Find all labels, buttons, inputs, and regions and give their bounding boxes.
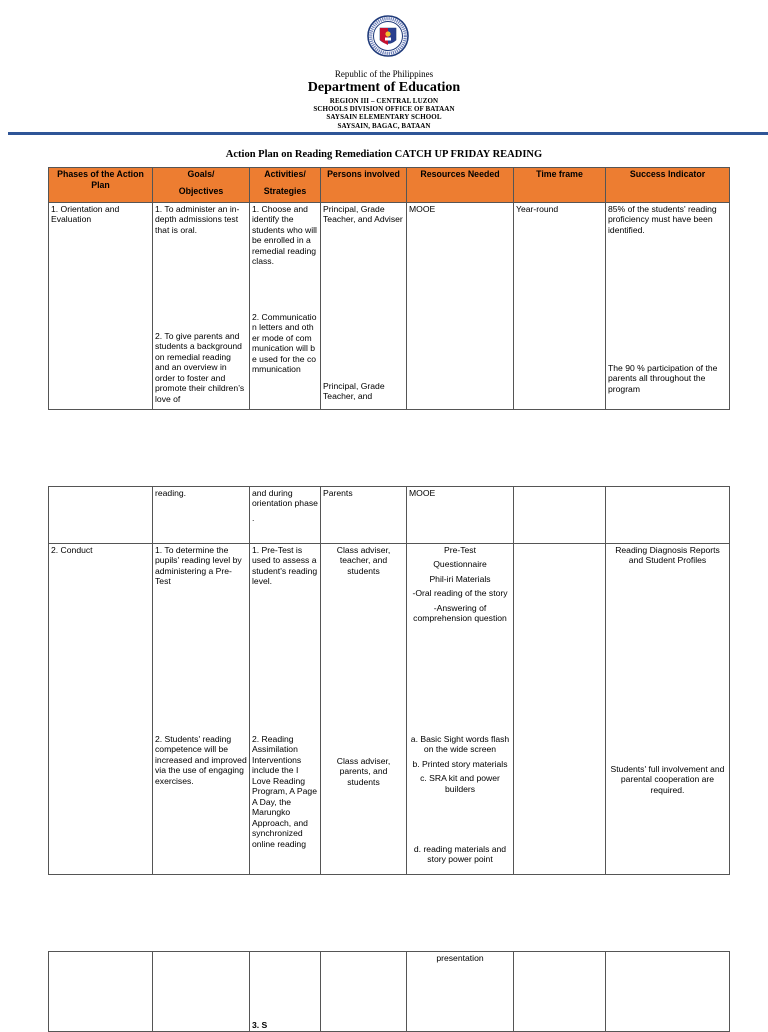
- resources-list-2: [409, 734, 511, 798]
- resource-item: -Oral reading of the story: [412, 588, 508, 599]
- col-header-persons: Persons involved: [321, 168, 407, 203]
- success-cell: [606, 544, 730, 875]
- school-name: SAYSAIN ELEMENTARY SCHOOL: [326, 113, 442, 121]
- header-divider: [8, 132, 768, 135]
- persons-1-text: Principal, Grade Teacher, and Adviser: [323, 204, 403, 225]
- phase-cell: [49, 487, 153, 544]
- success-cell: [606, 487, 730, 544]
- col-header-activities: [250, 168, 321, 203]
- col-header-resources: Resources Needed: [407, 168, 514, 203]
- goals-cell: [153, 952, 250, 1032]
- school-address: SAYSAIN, BAGAC, BATAAN: [337, 122, 431, 130]
- resource-item: Phil-iri Materials: [429, 573, 491, 584]
- action-plan-table-part-3: [48, 951, 730, 1032]
- resource-item: c. SRA kit and power builders: [420, 773, 500, 794]
- goal-1-text: 1. To administer an in-depth admissions test that is oral.: [155, 204, 240, 235]
- activities-cell: [250, 487, 321, 544]
- col-header-phases: Phases of the Action Plan: [49, 168, 153, 203]
- action-plan-table-part-1: [48, 167, 730, 410]
- resource-item: Pre-Test: [444, 545, 476, 555]
- success-2-text: The 90 % participation of the parents all throughout the program: [608, 363, 718, 394]
- persons-2-text: Class adviser, parents, and students: [336, 756, 391, 787]
- success-cell: [606, 203, 730, 410]
- activity-continuation-text: and during orientation phase: [252, 488, 318, 509]
- activity-1-text: 1. Pre-Test is used to assess a student's reading level.: [252, 545, 318, 587]
- resource-item: b. Printed story materials: [412, 758, 508, 769]
- phase-cell: 1. Orientation and Evaluation: [49, 203, 153, 410]
- col-header-goals-line1: Goals/: [187, 169, 215, 179]
- col-header-goals: [153, 168, 250, 203]
- activity-2-text: 2. Reading Assimilation Interventions include the I Love Reading Program, A Page A Day, the Marungko Approach, and synchronized online reading: [252, 734, 317, 849]
- document-title: Action Plan on Reading Remediation CATCH UP FRIDAY READING: [225, 149, 543, 160]
- activity-partial-text: 3. S: [252, 1020, 268, 1030]
- col-header-activities-line2: Strategies: [263, 185, 307, 196]
- goals-cell: [153, 203, 250, 410]
- activities-cell: [250, 544, 321, 875]
- deped-seal-logo: [367, 14, 409, 60]
- resources-list-1: [409, 545, 511, 628]
- timeframe-cell: [514, 952, 606, 1032]
- resources-cell: MOOE: [407, 203, 514, 410]
- resources-cell: presentation: [407, 952, 514, 1032]
- persons-cell: [321, 544, 407, 875]
- republic-line: Republic of the Philippines: [334, 69, 434, 79]
- goal-2-text: 2. Students' reading competence will be increased and improved via the use of engaging exercises.: [155, 734, 247, 786]
- table-row: [49, 487, 730, 544]
- goals-cell: [153, 544, 250, 875]
- activity-1-text: 1. Choose and identify the students who will be enrolled in a remedial reading class.: [252, 204, 317, 267]
- activities-cell: [250, 952, 321, 1032]
- phase-cell: 2. Conduct: [49, 544, 153, 875]
- persons-cell: Parents: [321, 487, 407, 544]
- region-line: REGION III – CENTRAL LUZON: [329, 97, 439, 105]
- persons-cell: [321, 952, 407, 1032]
- phase-cell: [49, 952, 153, 1032]
- table-header-row: [49, 168, 730, 203]
- resource-item: -Answering of comprehension question: [413, 602, 507, 624]
- goal-2-text: 2. To give parents and students a background on remedial reading and an overview in order to foster and promote their children’s love of: [155, 331, 245, 404]
- department-name: Department of Education: [307, 80, 461, 95]
- timeframe-cell: Year-round: [514, 203, 606, 410]
- resources-cell: MOOE: [407, 487, 514, 544]
- activity-dot: .: [252, 512, 255, 523]
- persons-cell: [321, 203, 407, 410]
- goal-1-text: 1. To determine the pupils' reading level by administering a Pre-Test: [155, 545, 242, 587]
- persons-1-text: Class adviser, teacher, and students: [336, 545, 391, 576]
- col-header-timeframe: Time frame: [514, 168, 606, 203]
- action-plan-table-part-2: [48, 486, 730, 875]
- resources-item-d: d. reading materials and story power point: [413, 844, 507, 865]
- persons-2-text: Principal, Grade Teacher, and: [323, 381, 385, 402]
- success-2-text: Students' full involvement and parental cooperation are required.: [610, 764, 725, 795]
- activity-2-text: 2. Communication letters and other mode of communication will be used for the communication: [252, 312, 317, 375]
- timeframe-cell: [514, 487, 606, 544]
- success-1-text: Reading Diagnosis Reports and Student Profiles: [615, 545, 720, 566]
- col-header-success: Success Indicator: [606, 168, 730, 203]
- division-line: SCHOOLS DIVISION OFFICE OF BATAAN: [313, 105, 455, 113]
- timeframe-cell: [514, 544, 606, 875]
- activities-cell: [250, 203, 321, 410]
- col-header-goals-line2: Objectives: [178, 185, 224, 196]
- table-row: [49, 952, 730, 1032]
- table-row: [49, 203, 730, 410]
- success-cell: [606, 952, 730, 1032]
- resource-item: Questionnaire: [433, 559, 487, 570]
- col-header-activities-line1: Activities/: [264, 169, 306, 179]
- success-1-text: 85% of the students' reading proficiency must have been identified.: [608, 204, 717, 235]
- table-row: [49, 544, 730, 875]
- goals-cell: reading.: [153, 487, 250, 544]
- resources-cell: [407, 544, 514, 875]
- resource-item: a. Basic Sight words flash on the wide screen: [410, 734, 510, 755]
